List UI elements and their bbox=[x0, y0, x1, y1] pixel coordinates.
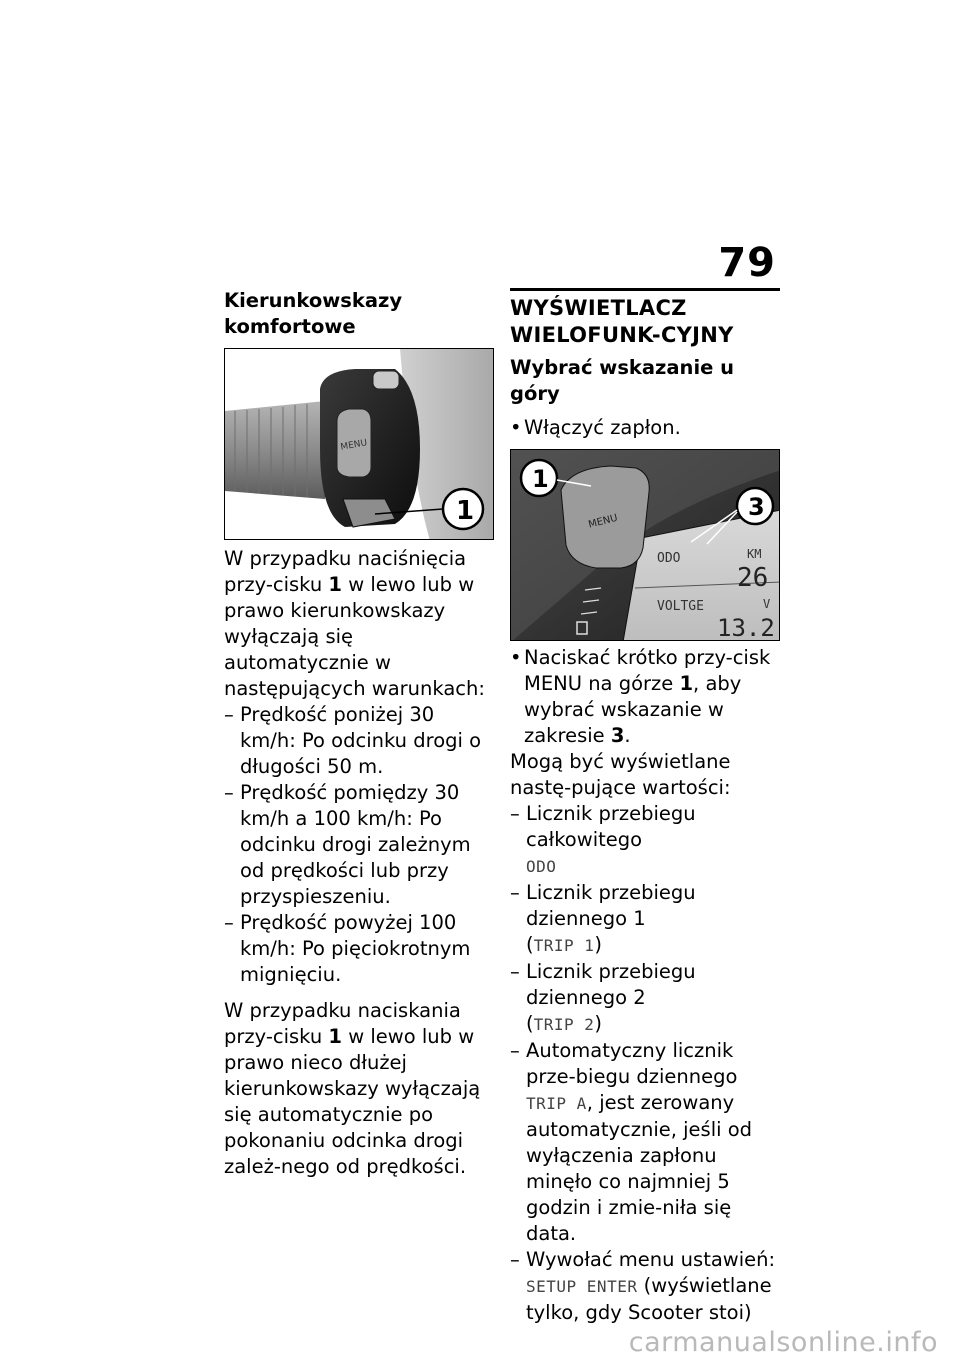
code-odo: ODO bbox=[526, 857, 557, 876]
text: Wywołać menu ustawień: bbox=[526, 1248, 776, 1271]
text: W przypadku naciskania przy-cisku bbox=[224, 999, 461, 1048]
text: W przypadku naciśnięcia przy-cisku bbox=[224, 547, 467, 596]
callout-1: 1 bbox=[532, 465, 549, 493]
bullet-ignition: • Włączyć zapłon. bbox=[510, 415, 780, 441]
ref-button-1: 1 bbox=[679, 672, 694, 695]
handlebar-switch-illustration bbox=[225, 349, 494, 540]
code-tripa: TRIP A bbox=[526, 1094, 587, 1113]
voltage-label: VOLTGE bbox=[657, 599, 704, 614]
subheading-select-upper-display: Wybrać wskazanie u góry bbox=[510, 356, 735, 405]
text: Licznik przebiegu dziennego 1 bbox=[526, 881, 696, 930]
odo-value: 26 bbox=[737, 563, 769, 593]
handlebar-switch-figure bbox=[224, 348, 494, 540]
list-item: – Prędkość poniżej 30 km/h: Po odcinku drogi o długości 50 m. bbox=[224, 702, 494, 780]
text: Licznik przebiegu całkowitego bbox=[526, 802, 696, 851]
paragraph-hold-button bbox=[224, 998, 494, 1180]
text: Licznik przebiegu dziennego 2 bbox=[526, 960, 696, 1009]
list-item-setup bbox=[510, 1247, 780, 1326]
km-label: KM bbox=[747, 547, 762, 561]
bullet-press-menu bbox=[510, 645, 780, 749]
paragraph-press-button bbox=[224, 546, 494, 702]
text: w lewo lub w prawo kierunkowskazy wyłączają się automatycznie w następujących warunkach: bbox=[224, 573, 485, 700]
text: Automatyczny licznik prze-biegu dziennego bbox=[526, 1039, 738, 1088]
ref-area-3: 3 bbox=[610, 724, 625, 747]
text: , aby wybrać wskazanie w zakresie bbox=[524, 672, 742, 747]
list-item-trip2: – Licznik przebiegu dziennego 2 (TRIP 2) bbox=[510, 959, 780, 1038]
text: (wyświetlane tylko, gdy Scooter stoi) bbox=[526, 1274, 772, 1324]
code-setup-enter: SETUP ENTER bbox=[526, 1277, 638, 1296]
text: . bbox=[624, 724, 631, 747]
display-figure bbox=[510, 449, 780, 641]
list-item-trip1: – Licznik przebiegu dziennego 1 (TRIP 1) bbox=[510, 880, 780, 959]
menu-button-label: MENU bbox=[587, 512, 619, 531]
menu-button-label: MENU bbox=[339, 438, 368, 453]
text: w lewo lub w prawo nieco dłużej kierunkowskazy wyłączają się automatycznie po pokonaniu odcinka drogi zależ-nego od prędkości. bbox=[224, 1025, 481, 1178]
ref-button-1: 1 bbox=[328, 573, 342, 596]
section-heading-multifunction-display: WYŚWIETLACZ WIELOFUNK-CYJNY bbox=[510, 288, 780, 349]
voltage-value: 13.2 bbox=[717, 614, 775, 641]
odo-label: ODO bbox=[657, 551, 681, 566]
callout-1: 1 bbox=[456, 496, 475, 526]
watermark: carmanualsonline.info bbox=[628, 1327, 938, 1358]
left-column bbox=[224, 288, 494, 1180]
text: Naciskać krótko przy-cisk MENU na górze bbox=[524, 646, 771, 695]
list-item-tripa bbox=[510, 1038, 780, 1247]
code-trip1: TRIP 1 bbox=[533, 936, 595, 955]
list-item-odo bbox=[510, 801, 780, 880]
callout-3: 3 bbox=[748, 493, 765, 521]
text: , jest zerowany automatycznie, jeśli od wyłączenia zapłonu minęło co najmniej 5 godzin i zmie-niła się data. bbox=[526, 1091, 753, 1245]
page-number: 79 bbox=[718, 240, 776, 286]
right-column bbox=[510, 288, 780, 1326]
list-item: – Prędkość powyżej 100 km/h: Po pięciokrotnym mignięciu. bbox=[224, 910, 494, 988]
ref-button-1: 1 bbox=[328, 1025, 342, 1048]
v-label: V bbox=[763, 597, 771, 611]
section-heading-comfort-indicators: Kierunkowskazy komfortowe bbox=[224, 289, 403, 338]
code-trip2: TRIP 2 bbox=[533, 1015, 595, 1034]
list-item: – Prędkość pomiędzy 30 km/h a 100 km/h: Po odcinku drogi zależnym od prędkości lub przy przyspieszeniu. bbox=[224, 780, 494, 910]
instrument-display-illustration bbox=[511, 450, 780, 641]
paragraph-values: Mogą być wyświetlane nastę-pujące wartości: bbox=[510, 750, 731, 799]
